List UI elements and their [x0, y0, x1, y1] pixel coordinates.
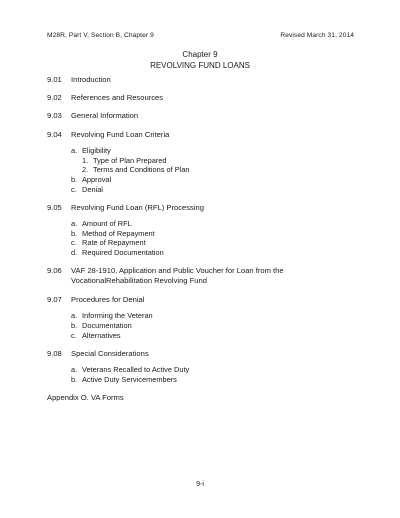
toc-subentry[interactable] — [71, 185, 357, 195]
toc-entry-9-05[interactable] — [47, 203, 357, 213]
subentry-letter: c. — [71, 330, 77, 340]
toc-entry-title: Procedures for Denial — [71, 295, 145, 305]
toc-entry-9-04[interactable] — [47, 130, 357, 140]
toc-entry-title: Introduction — [71, 75, 111, 84]
chapter-title — [0, 49, 400, 71]
toc-entry-9-01[interactable] — [47, 75, 357, 85]
toc-entry-title: Revolving Fund Loan Criteria — [71, 129, 170, 139]
toc-entry-number: 9.08 — [47, 348, 62, 358]
subentry-title: Informing the Veteran — [82, 311, 153, 321]
subentry-letter: a. — [71, 219, 78, 229]
subentry-letter: c. — [71, 238, 77, 248]
toc-entry-number: 9.02 — [47, 93, 62, 103]
toc-entry-9-03[interactable] — [47, 111, 357, 121]
subentry-letter: b. — [71, 374, 78, 384]
toc-entry-appendix-o[interactable] — [47, 393, 357, 403]
subentry-title: Veterans Recalled to Active Duty — [82, 365, 190, 375]
toc-subentries-9-08 — [71, 365, 357, 384]
subentry-title: Rate of Repayment — [82, 238, 146, 248]
toc-subentry[interactable] — [71, 146, 357, 156]
toc-entry-title: Revolving Fund Loan (RFL) Processing — [71, 202, 204, 212]
subentry-letter: b. — [71, 321, 78, 331]
chapter-name: REVOLVING FUND LOANS — [150, 61, 250, 70]
toc-entry-9-07[interactable] — [47, 295, 357, 305]
subentry-title: Alternatives — [82, 330, 121, 340]
subentry-title: Active Duty Servicemembers — [82, 374, 177, 384]
toc-entry-title: General Information — [71, 111, 139, 121]
toc-subentry[interactable] — [71, 365, 357, 375]
toc-entry-9-08[interactable] — [47, 349, 357, 359]
toc-entry-9-06[interactable] — [47, 266, 357, 287]
toc-subentry[interactable] — [71, 321, 357, 331]
toc-subentry[interactable] — [71, 248, 357, 258]
toc-subentry[interactable] — [71, 175, 357, 185]
toc-subsubentry[interactable] — [82, 156, 357, 166]
toc-subentry[interactable] — [71, 238, 357, 248]
toc-entry-number: 9.04 — [47, 129, 62, 139]
toc-subentries-9-04 — [71, 146, 357, 195]
toc-subentry[interactable] — [71, 375, 357, 385]
table-of-contents — [47, 75, 357, 403]
toc-subentries-9-05 — [71, 219, 357, 258]
subsubentry-title: Terms and Conditions of Plan — [93, 165, 190, 175]
toc-subentry[interactable] — [71, 229, 357, 239]
subentry-letter: a. — [71, 311, 78, 321]
subentry-letter: b. — [71, 228, 78, 238]
subentry-title: Denial — [82, 184, 103, 194]
subentry-title: Approval — [82, 175, 112, 185]
running-header-right: Revised March 31, 2014 — [280, 32, 354, 39]
toc-entry-number: 9.07 — [47, 295, 62, 305]
toc-entry-number: 9.03 — [47, 111, 62, 121]
toc-subentries-9-07 — [71, 311, 357, 340]
toc-appendix-title: Appendix O. VA Forms — [47, 392, 124, 402]
toc-entry-number: 9.06 — [47, 266, 62, 276]
toc-entry-title: VAF 28-1910, Application and Public Voucher for Loan from the VocationalRehabilitation Revolving Fund — [71, 266, 284, 286]
subentry-title: Eligibility — [82, 145, 111, 155]
chapter-number: Chapter 9 — [182, 50, 218, 59]
subentry-letter: c. — [71, 184, 77, 194]
subsubentry-title: Type of Plan Prepared — [93, 155, 167, 165]
subentry-letter: a. — [71, 365, 78, 375]
toc-entry-number: 9.01 — [47, 75, 62, 84]
subentry-title: Required Documentation — [82, 248, 164, 258]
toc-subentry[interactable] — [71, 331, 357, 341]
subentry-title: Method of Repayment — [82, 228, 155, 238]
subsubentry-number: 1. — [82, 155, 89, 165]
subentry-letter: a. — [71, 145, 78, 155]
toc-subentry[interactable] — [71, 311, 357, 321]
toc-entry-9-02[interactable] — [47, 93, 357, 103]
toc-entry-title: Special Considerations — [71, 348, 149, 358]
page-number: 9-i — [196, 481, 204, 488]
subentry-letter: d. — [71, 248, 78, 258]
subsubentry-number: 2. — [82, 165, 89, 175]
running-header-left: M28R, Part V, Section B, Chapter 9 — [47, 32, 154, 39]
subentry-letter: b. — [71, 175, 78, 185]
toc-entry-title: References and Resources — [71, 93, 164, 103]
toc-entry-number: 9.05 — [47, 202, 62, 212]
toc-subsubentries — [82, 156, 357, 175]
toc-subsubentry[interactable] — [82, 165, 357, 175]
toc-subentry[interactable] — [71, 219, 357, 229]
subentry-title: Documentation — [82, 321, 132, 331]
subentry-title: Amount of RFL — [82, 219, 132, 229]
